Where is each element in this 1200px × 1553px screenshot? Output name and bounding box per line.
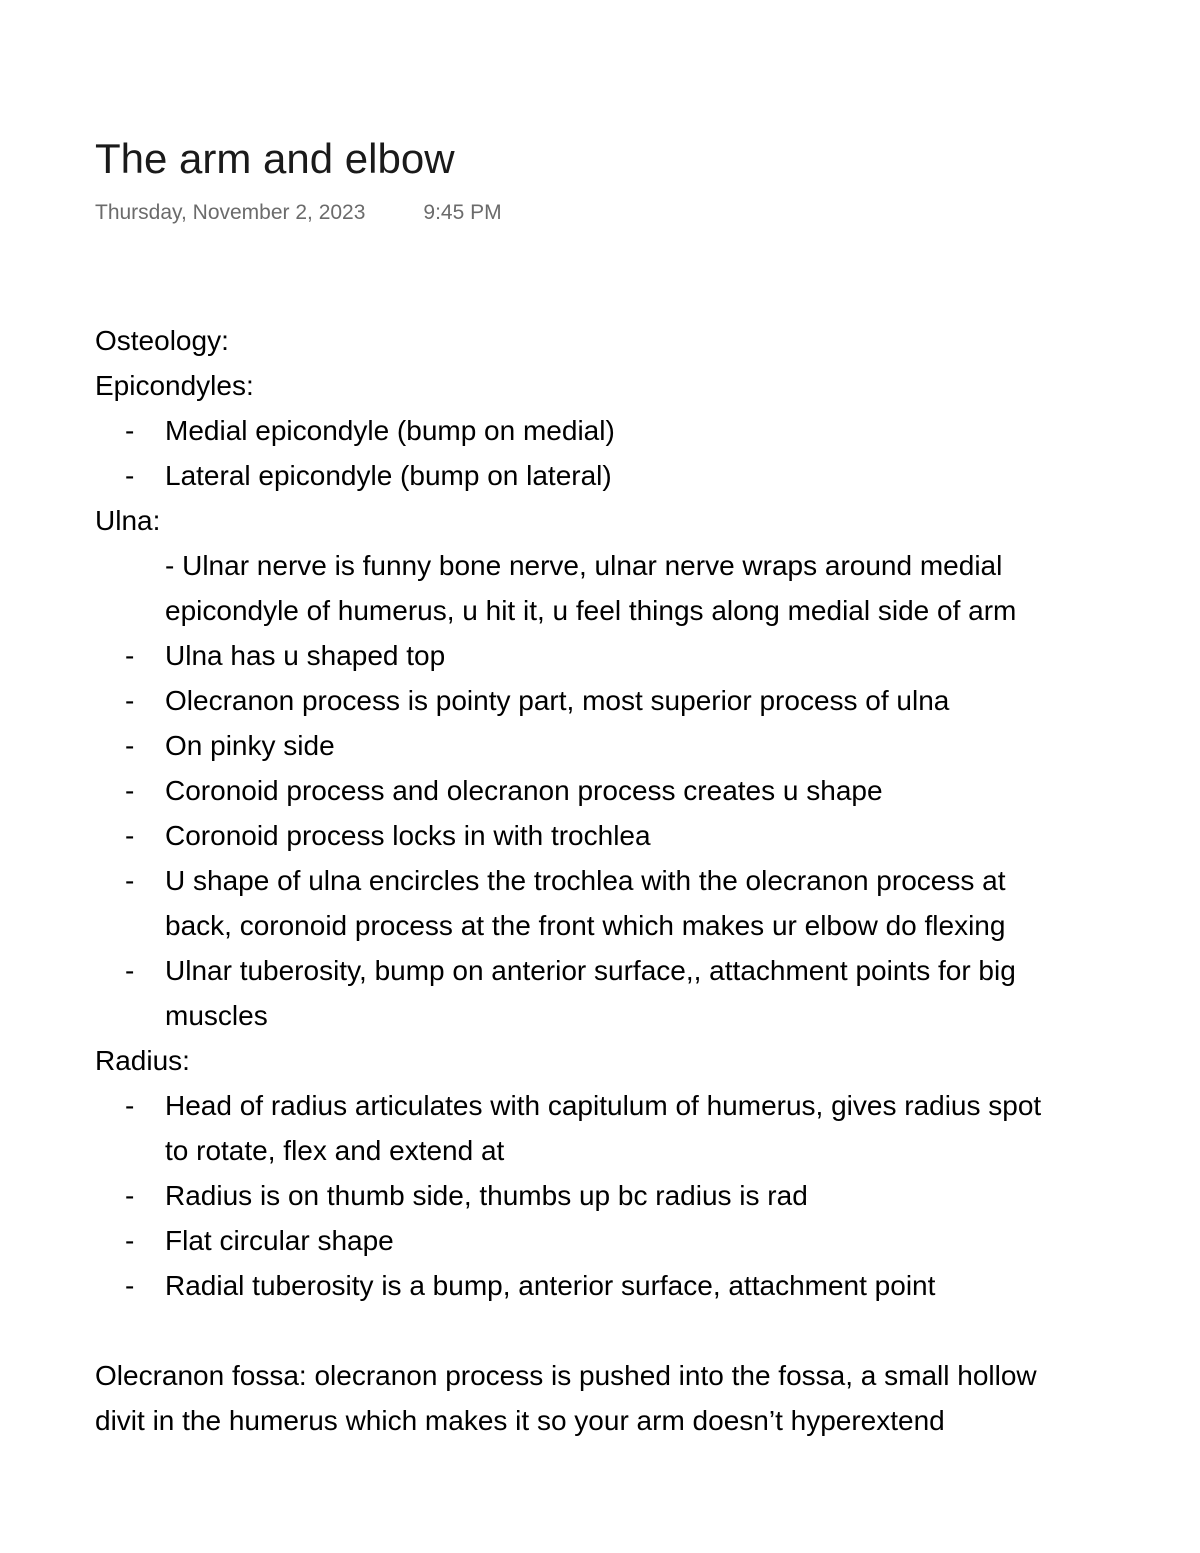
note-timestamp bbox=[95, 200, 502, 226]
list-item bbox=[95, 408, 1200, 453]
note-date: Thursday, November 2, 2023 bbox=[95, 201, 366, 224]
spacer bbox=[95, 1308, 1200, 1353]
list-item bbox=[95, 1218, 1200, 1263]
bullet-dash: - bbox=[125, 415, 135, 446]
list-item-text: Olecranon process is pointy part, most superior process of ulna bbox=[165, 685, 950, 716]
bullet-dash: - bbox=[125, 1270, 135, 1301]
list-item bbox=[95, 678, 1200, 723]
list-item-continuation: muscles bbox=[165, 1000, 268, 1031]
list-item-text: Flat circular shape bbox=[165, 1225, 394, 1256]
list-item bbox=[95, 1173, 1200, 1218]
radius-heading: Radius: bbox=[95, 1045, 190, 1076]
list-item bbox=[95, 633, 1200, 678]
ulna-intro-line-2: epicondyle of humerus, u hit it, u feel things along medial side of arm bbox=[165, 595, 1017, 626]
list-item-text: Ulnar tuberosity, bump on anterior surface,, attachment points for big bbox=[165, 955, 1016, 986]
ulna-heading: Ulna: bbox=[95, 505, 161, 536]
note-time: 9:45 PM bbox=[423, 201, 502, 224]
list-item-text: U shape of ulna encircles the trochlea with the olecranon process at bbox=[165, 865, 1006, 896]
bullet-dash: - bbox=[125, 1225, 135, 1256]
list-item-continuation: to rotate, flex and extend at bbox=[165, 1135, 505, 1166]
list-item bbox=[95, 948, 1200, 993]
list-item-continuation: back, coronoid process at the front which makes ur elbow do flexing bbox=[165, 910, 1006, 941]
list-item bbox=[95, 723, 1200, 768]
fossa-line-2: divit in the humerus which makes it so your arm doesn’t hyperextend bbox=[95, 1405, 945, 1436]
bullet-dash: - bbox=[125, 820, 135, 851]
list-item bbox=[95, 813, 1200, 858]
fossa-line-1: Olecranon fossa: olecranon process is pushed into the fossa, a small hollow bbox=[95, 1360, 1037, 1391]
bullet-dash: - bbox=[125, 955, 135, 986]
list-item-text: Medial epicondyle (bump on medial) bbox=[165, 415, 615, 446]
page-title: The arm and elbow bbox=[95, 135, 455, 182]
bullet-dash: - bbox=[125, 1090, 135, 1121]
bullet-dash: - bbox=[125, 775, 135, 806]
list-item-text: Lateral epicondyle (bump on lateral) bbox=[165, 460, 612, 491]
list-item-text: Radius is on thumb side, thumbs up bc radius is rad bbox=[165, 1180, 808, 1211]
bullet-dash: - bbox=[125, 730, 135, 761]
osteology-heading: Osteology: bbox=[95, 325, 229, 356]
list-item-text: Radial tuberosity is a bump, anterior surface, attachment point bbox=[165, 1270, 936, 1301]
ulna-intro-line-1: - Ulnar nerve is funny bone nerve, ulnar nerve wraps around medial bbox=[165, 550, 1003, 581]
list-item-text: Ulna has u shaped top bbox=[165, 640, 446, 671]
bullet-dash: - bbox=[125, 685, 135, 716]
list-item-text: Coronoid process locks in with trochlea bbox=[165, 820, 651, 851]
list-item-text: Coronoid process and olecranon process creates u shape bbox=[165, 775, 883, 806]
epicondyles-heading: Epicondyles: bbox=[95, 370, 254, 401]
bullet-dash: - bbox=[125, 460, 135, 491]
note-body bbox=[95, 318, 1200, 1443]
list-item bbox=[95, 1083, 1200, 1128]
list-item bbox=[95, 453, 1200, 498]
list-item-text: On pinky side bbox=[165, 730, 335, 761]
bullet-dash: - bbox=[125, 865, 135, 896]
bullet-dash: - bbox=[125, 1180, 135, 1211]
list-item bbox=[95, 768, 1200, 813]
list-item-text: Head of radius articulates with capitulum of humerus, gives radius spot bbox=[165, 1090, 1042, 1121]
list-item bbox=[95, 858, 1200, 903]
list-item bbox=[95, 1263, 1200, 1308]
bullet-dash: - bbox=[125, 640, 135, 671]
